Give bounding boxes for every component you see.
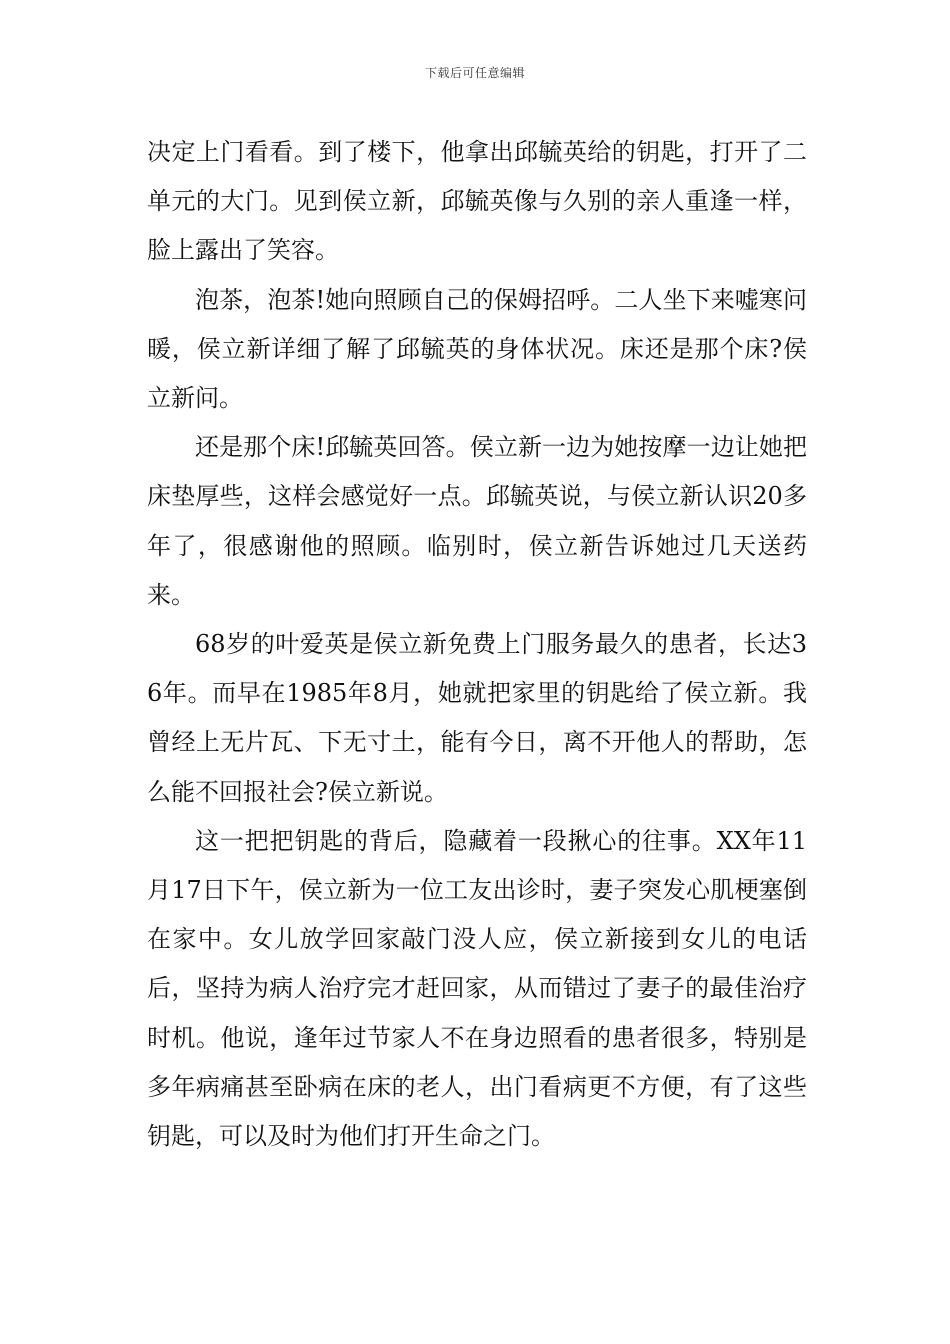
header-note: 下载后可任意编辑 — [424, 66, 525, 80]
article-body — [147, 128, 807, 1161]
paragraph-3: 还是那个床!邱毓英回答。侯立新一边为她按摩一边让她把床垫厚些，这样会感觉好一点。邱毓英说，与侯立新认识20多年了，很感谢他的照顾。临别时，侯立新告诉她过几天送药来。 — [147, 433, 807, 609]
paragraph-1: 决定上门看看。到了楼下，他拿出邱毓英给的钥匙，打开了二单元的大门。见到侯立新，邱毓英像与久别的亲人重逢一样，脸上露出了笑容。 — [147, 138, 807, 265]
paragraph-2: 泡茶，泡茶!她向照顾自己的保姆招呼。二人坐下来嘘寒问暖，侯立新详细了解了邱毓英的身体状况。床还是那个床?侯立新问。 — [147, 285, 807, 413]
paragraph-4: 68岁的叶爱英是侯立新免费上门服务最久的患者，长达36年。而早在1985年8月，她就把家里的钥匙给了侯立新。我曾经上无片瓦、下无寸土，能有今日，离不开他人的帮助，怎么能不回报社会?侯立新说。 — [147, 630, 807, 806]
paragraph-5: 这一把把钥匙的背后，隐藏着一段揪心的往事。XX年11月17日下午，侯立新为一位工友出诊时，妻子突发心肌梗塞倒在家中。女儿放学回家敲门没人应，侯立新接到女儿的电话后，坚持为病人治疗完才赶回家，从而错过了妻子的最佳治疗时机。他说，逢年过节家人不在身边照看的患者很多，特别是多年病痛甚至卧病在床的老人，出门看病更不方便，有了这些钥匙，可以及时为他们打开生命之门。 — [147, 826, 807, 1151]
